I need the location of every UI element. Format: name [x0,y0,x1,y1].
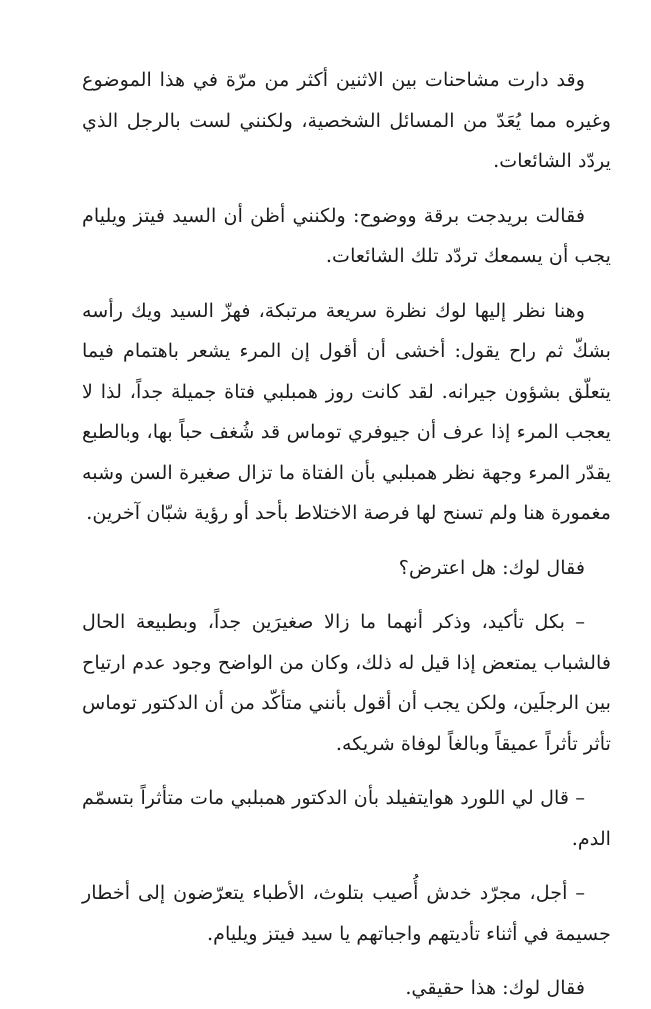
paragraph: – قال لي اللورد هوايتفيلد بأن الدكتور همبلبي مات متأثراً بتسمّم الدم. [82,786,611,850]
paragraph: فقال لوك: هل اعترض؟ [398,555,585,579]
paragraph: فقال لوك: هذا حقيقي. [405,976,585,999]
paragraph: فقالت بريدجت برقة ووضوح: ولكنني أظن أن السيد فيتز ويليام يجب أن يسمعك تردّد تلك الشائعات. [82,203,611,267]
paragraph: وهنا نظر إليها لوك نظرة سريعة مرتبكة، فهزّ السيد ويك رأسه بشكّ ثم راح يقول: أخشى أن أقول إن المرء يشعر باهتمام فيما يتعلّق بشؤون جيرانه. لقد كانت روز همبلبي فتاة جميلة جداً، لذا لا يعجب المرء إذا عرف أن جيوفري توماس قد شُغف حباً بها، وبالطبع يقدّر المرء وجهة نظر همبلبي بأن الفتاة ما تزال صغيرة السن وشبه مغمورة هنا ولم تسنح لها فرصة الاختلاط بأحد أو رؤية شبّان آخرين. [82,298,611,524]
page-body-text [82,60,611,1009]
paragraph: وقد دارت مشاحنات بين الاثنين أكثر من مرّة في هذا الموضوع وغيره مما يُعَدّ من المسائل الشخصية، ولكنني لست بالرجل الذي يردّد الشائعات. [82,68,611,172]
paragraph: – بكل تأكيد، وذكر أنهما ما زالا صغيرَين جداً، وبطبيعة الحال فالشباب يمتعض إذا قيل له ذلك، وكان من الواضح وجود عدم ارتياح بين الرجلَين، ولكن يجب أن أقول بأنني متأكّد من أن الدكتور توماس تأثر تأثراً عميقاً وبالغاً لوفاة شريكه. [82,610,611,755]
paragraph: – أجل، مجرّد خدش أُصيب بتلوث، الأطباء يتعرّضون إلى أخطار جسيمة في أثناء تأديتهم واجباتهم يا سيد فيتز ويليام. [82,881,611,945]
